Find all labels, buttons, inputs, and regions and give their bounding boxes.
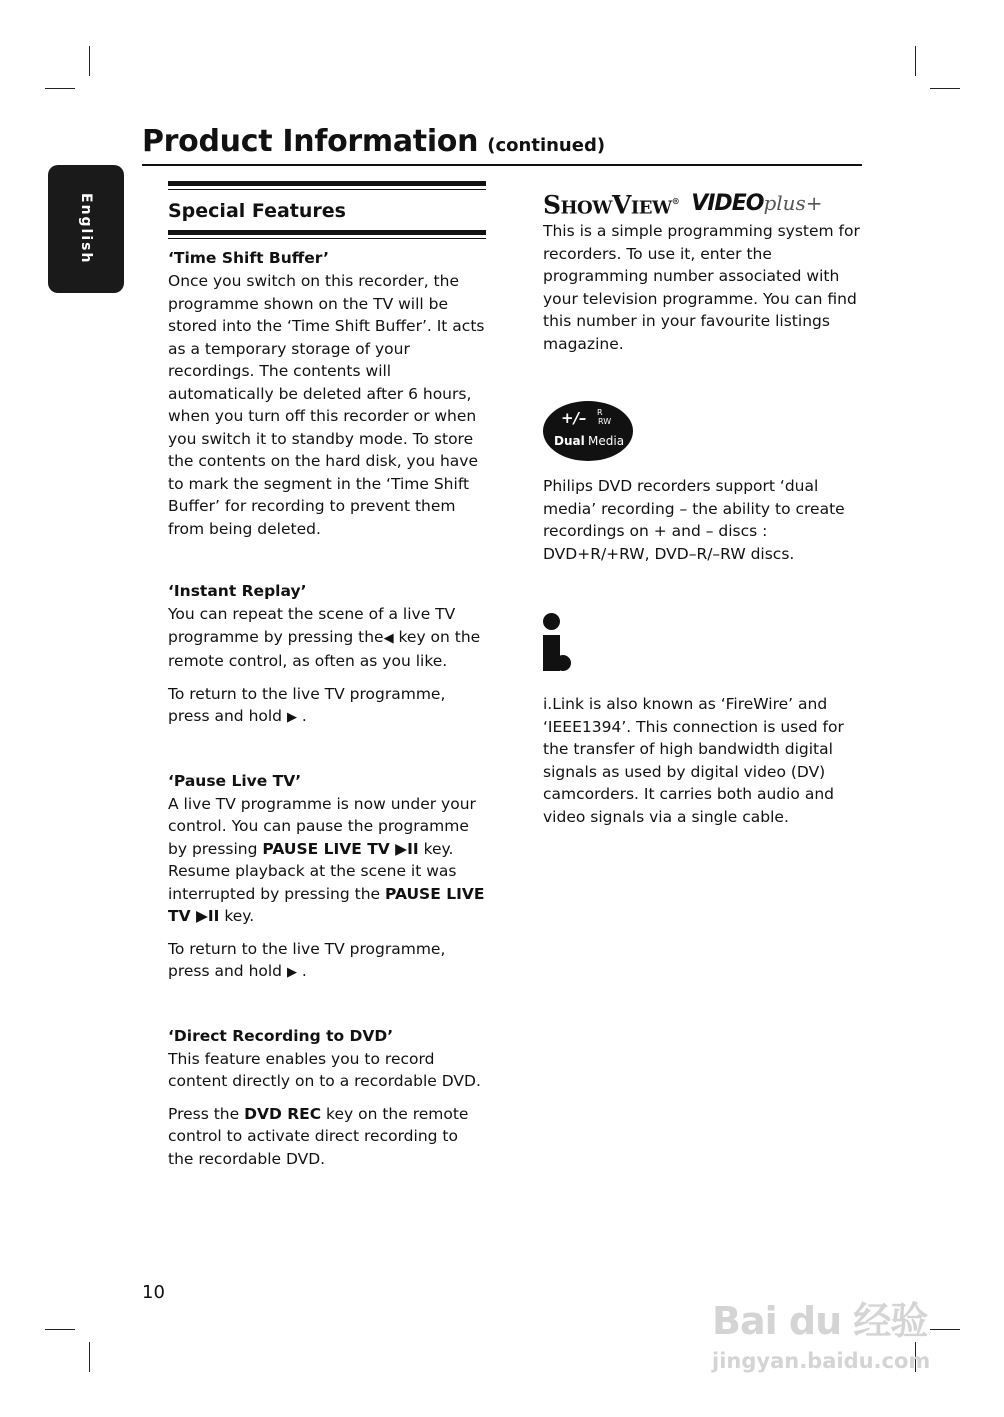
left-column (168, 181, 486, 1180)
direct-recording-body: This feature enables you to record content directly on to a recordable DVD. (168, 1049, 481, 1090)
videoplus-logo-script: plus+ (763, 191, 823, 215)
language-tab-label: English (78, 193, 94, 265)
videoplus-logo (691, 188, 822, 220)
spacer (168, 740, 486, 762)
dual-media-dual: Dual (554, 434, 585, 448)
pause-key-label: PAUSE LIVE TV ▶II (168, 884, 485, 925)
ilink-foot (555, 655, 571, 671)
spacer (168, 995, 486, 1017)
pause-live-return (168, 938, 486, 985)
watermark-url: jingyan.baidu.com (712, 1349, 931, 1373)
text: key on the remote control to activate direct recording to the recordable DVD. (168, 1104, 469, 1168)
dual-media-body: Philips DVD recorders support ‘dual media’ recording – the ability to create recordings on + and – discs : DVD+R/+RW, DVD–R/–RW discs. (543, 477, 845, 563)
pause-live-heading: ‘Pause Live TV’ (168, 771, 302, 790)
crop-mark (930, 88, 960, 89)
text: To return to the live TV programme, press and hold (168, 939, 446, 980)
dual-media-media: Media (588, 434, 625, 448)
right-column (543, 184, 863, 838)
baidu-watermark (712, 1290, 952, 1380)
dual-media-rw: RW (598, 417, 612, 426)
section-title: Special Features (168, 200, 346, 222)
text: . (301, 962, 307, 980)
showview-logo-text: ShowView (543, 190, 672, 219)
ilink-icon (543, 613, 573, 673)
direct-recording-instructions (168, 1103, 486, 1171)
instant-replay-heading: ‘Instant Replay’ (168, 582, 307, 600)
text: You can repeat the scene of a live TV programme by pressing the (168, 605, 456, 646)
text: . (301, 707, 307, 725)
pause-key-label: PAUSE LIVE TV ▶II (262, 839, 419, 858)
text: Press the (168, 1104, 245, 1123)
instant-replay-body (168, 603, 486, 673)
page-header (142, 124, 862, 166)
showview-logos (543, 184, 863, 220)
language-tab (48, 165, 124, 293)
showview-body: This is a simple programming system for recorders. To use it, enter the programming number associated with your television programme. You can find this number in your favourite listings magazine. (543, 222, 860, 353)
registered-mark: ® (671, 195, 680, 206)
spacer (543, 575, 863, 613)
play-symbol-icon: ▶ (286, 965, 297, 980)
ilink-dot (543, 613, 560, 630)
text: key. (219, 907, 255, 925)
crop-mark (89, 1342, 90, 1372)
time-shift-heading: ‘Time Shift Buffer’ (168, 249, 329, 267)
crop-mark (89, 46, 90, 76)
dual-media-r: R (597, 408, 603, 417)
instant-replay-return (168, 683, 486, 730)
crop-mark (45, 1329, 75, 1330)
dvd-rec-key-label: DVD REC (244, 1104, 322, 1123)
rewind-symbol-icon: ◀ (383, 630, 394, 646)
text: key. Resume playback at the scene it was interrupted by pressing the (168, 839, 457, 903)
text: A live TV programme is now under your control. You can pause the programme by pressing (168, 794, 476, 858)
ilink-body: i.Link is also known as ‘FireWire’ and ‘IEEE1394’. This connection is used for the transfer of high bandwidth digital signals as used by digital video (DV) camcorders. It carries both audio and video signals via a single cable. (543, 695, 844, 826)
videoplus-logo-text: VIDEO (691, 191, 764, 216)
text: key on the remote control, as often as you like. (168, 627, 481, 670)
showview-logo (543, 186, 679, 220)
page-title-suffix: (continued) (487, 135, 606, 156)
dual-media-logo (543, 401, 633, 461)
time-shift-body: Once you switch on this recorder, the programme shown on the TV will be stored into the ‘Time Shift Buffer’. It acts as a temporary storage of your recordings. The contents will automatically be deleted after 6 hours, when you turn off this recorder or when you switch it to standby mode. To store the contents on the hard disk, you have to mark the segment in the ‘Time Shift Buffer’ for recording to prevent them from being deleted. (168, 272, 485, 538)
plus-minus-disc-icon: +/– (561, 409, 587, 427)
watermark-brand: Bai du 经验 (712, 1299, 928, 1343)
play-symbol-icon: ▶ (286, 710, 297, 725)
page-title: Product Information (142, 124, 479, 159)
page-number: 10 (142, 1282, 165, 1303)
spacer (543, 365, 863, 401)
crop-mark (45, 88, 75, 89)
direct-recording-heading: ‘Direct Recording to DVD’ (168, 1026, 394, 1045)
section-rule-top (168, 181, 486, 190)
crop-mark (915, 46, 916, 76)
pause-live-body (168, 793, 486, 928)
section-rule-bottom (168, 230, 486, 239)
text: To return to the live TV programme, press and hold (168, 684, 446, 725)
spacer (168, 550, 486, 572)
